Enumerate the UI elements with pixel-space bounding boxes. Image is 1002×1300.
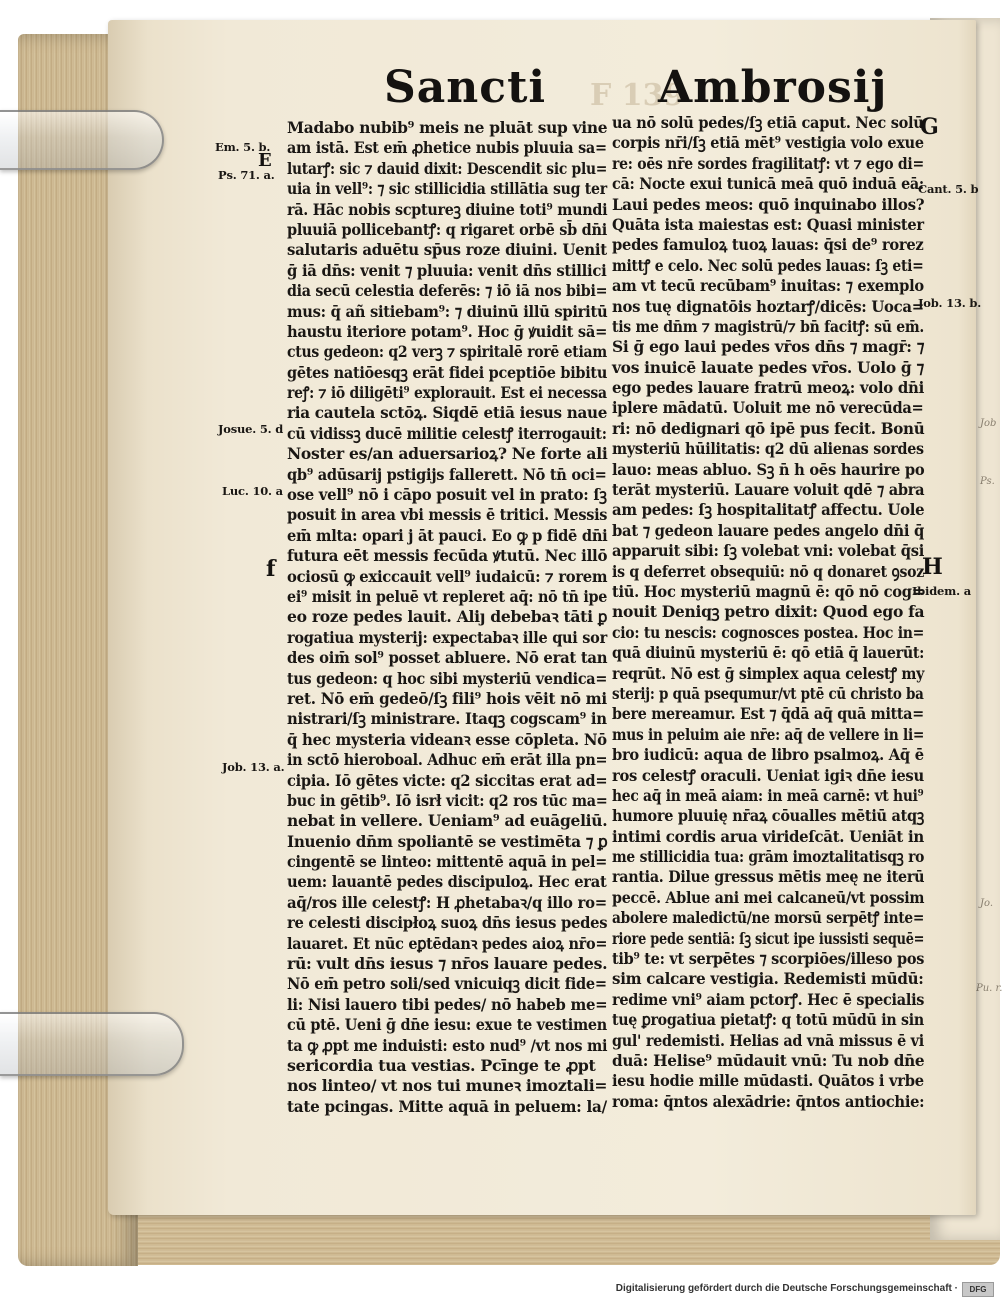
text-line: cio: tu nescis: cognosces postea. Hoc in= <box>612 622 925 642</box>
facing-page-mark: Ps. <box>980 476 995 487</box>
text-line: ua nō solū pedes/ſꝫ etiā caput. Nec solū <box>612 113 924 132</box>
text-line: ria cautela sctōꝝ. Siqdē etiā iesus naue <box>287 403 608 423</box>
text-line: duā: Helise⁹ mūdauit vnū: Tu nob dn̄e <box>612 1050 925 1070</box>
text-line: rā. Hāc nobis scptureꝫ diuine toti⁹ mundi <box>287 199 608 219</box>
text-line: reqrūt. Nō est ḡ simplex aqua celestꝭ my <box>612 663 925 683</box>
text-line: quā diuinū mysteriū ē: qō etiā q̄ lauerūt: <box>612 643 925 663</box>
running-header-right: Ambrosij <box>658 62 888 113</box>
text-line: ose vell⁹ nō i cāpo posuit vel in prato: ſꝫ <box>287 485 607 505</box>
text-line: futura eēt messis fecūda ꝟtutū. Nec illō <box>287 546 608 566</box>
text-line: cū vidissꝫ ducē militie celestꝭ iterrogauit: <box>287 423 607 443</box>
text-line: terāt mysteriū. Lauare voluit qdē ⁊ abra <box>612 480 925 500</box>
facing-page-mark: Jo. <box>980 898 994 909</box>
text-line: corpis nr̄i/ſꝫ etiā mēt⁹ vestigia volo exue <box>612 133 924 153</box>
funding-notice: Digitalisierung gefördert durch die Deutsche Forschungsgemeinschaft · <box>615 1283 958 1294</box>
text-line: em̄ mlta: opari j āt pauci. Eo ꝙ p fidē dn̄i <box>287 525 608 545</box>
text-line: redime vni⁹ aiam pctorꝭ. Hec ē specialis <box>612 989 925 1009</box>
text-line: vos inuicē lauate pedes vr̄os. Uolo ḡ ⁊ <box>612 357 924 377</box>
text-line: cū ptē. Ueni ḡ dn̄e iesu: exue te vestimen <box>287 1015 607 1035</box>
text-line: bere mereamur. Est ⁊ q̄dā aq̄ quā mitta= <box>612 704 924 724</box>
text-line: Si ḡ ego laui pedes vr̄os dn̄s ⁊ magr̄: ⁊ <box>612 337 925 357</box>
text-line: cingentē se linteo: mittentē aquā in pel= <box>287 852 608 872</box>
text-line: apparuit sibi: ſꝫ volebat vni: volebat q̄si <box>612 541 924 561</box>
facing-page-mark: Pu. r. <box>976 983 1002 994</box>
text-line: me stillicidia tua: grām imoztalitatisqꝫ ro <box>612 847 925 867</box>
text-line: ḡ iā dn̄s: venit ⁊ pluuia: venit dn̄s stillici <box>287 260 607 280</box>
text-line: bat ⁊ gedeon lauare pedes angelo dn̄i q̄ <box>612 520 925 540</box>
text-line: mus: q̄ añ sitiebam⁹: ⁊ diuinū illū spiritū <box>287 301 608 321</box>
text-line: am istā. Est em̄ ꝓhetice nubis pluuia sa= <box>287 138 607 158</box>
text-line: haustu iteriore potam⁹. Hoc ḡ ꝟuidit sā= <box>287 321 608 341</box>
text-line: rū: vult dn̄s iesus ⁊ nr̄os lauare pedes. <box>287 954 608 974</box>
margin-note-right: Ibidem. a <box>912 584 971 598</box>
text-line: Madabo nubib⁹ meis ne pluāt sup vine <box>287 118 608 137</box>
text-line: ei⁹ misit in peluē vt repleret aq̄: nō tn̄ ipe <box>287 586 608 606</box>
text-line: am pedes: ſꝫ hospitalitatꝭ affectu. Uole <box>612 500 925 520</box>
margin-note-right: Job. 13. b. <box>918 296 982 310</box>
text-line: li: Nisi lauero tibi pedes/ nō habeb me= <box>287 994 608 1014</box>
glass-clamp-bottom <box>0 1012 184 1076</box>
text-line: tate pcingas. Mitte aquā in peluem: la/ <box>287 1096 607 1116</box>
text-line: gul' redemisti. Helias ad vnā missus ē vi <box>612 1030 924 1050</box>
faint-bleedthrough-header: F 139 <box>590 78 685 113</box>
text-line: roma: q̄ntos alexādrie: q̄ntos antiochie: <box>612 1091 925 1111</box>
text-line: nebat in vellere. Ueniam⁹ ad euāgeliū. <box>287 811 608 831</box>
text-line: iesu hodie mille mūdasti. Quātos i vrbe <box>612 1071 924 1091</box>
text-line: ociosū ꝙ exiccauit vell⁹ iudaicū: ⁊ rorem <box>287 566 608 586</box>
text-line: ta ꝙ ꝓpt me induisti: esto nud⁹ /vt nos mi <box>287 1035 608 1055</box>
text-line: tiū. Hoc mysteriū magnū ē: qō nō cog= <box>612 581 924 601</box>
text-line: nos linteo/ vt nos tui muneꝛ imoztali= <box>287 1076 608 1096</box>
text-line: salutaris aduētu sp̄us roze diuini. Uenit <box>287 240 607 260</box>
facing-page-mark: Job <box>980 418 997 429</box>
text-line: eo roze pedes lauit. Aliȷ debebaꝛ tāti ꝑ <box>287 607 608 627</box>
text-line: riore pede sentiā: ſꝫ sicut ipe iussisti sequē= <box>612 928 925 948</box>
margin-note-left: Josue. 5. d <box>218 422 284 436</box>
text-line: Inuenio dn̄m spoliantē se vestimēta ⁊ ꝑ <box>287 831 608 851</box>
text-line: des oim̄ sol⁹ posset abluere. Nō erat tan <box>287 648 608 668</box>
text-line: in sctō hieroboal. Adhuc em̄ erāt illa pn= <box>287 750 608 770</box>
text-line: rantia. Dilue gressus mētis meę ne iterū <box>612 867 925 887</box>
glass-clamp-top <box>0 110 164 170</box>
text-line: Nō em̄ petro soli/sed vnicuiqꝫ dicit fide= <box>287 974 607 994</box>
text-line: nouit Deniqꝫ petro dixit: Quod ego fa <box>612 602 925 622</box>
text-line: lauaret. Et nūc eꝑtēdanꝛ pedes aioꝝ nr̄o= <box>287 933 608 953</box>
text-line: aq̄/ros ille celestꝭ: H ꝓhetabaꝛ/q illo ro= <box>287 892 607 912</box>
text-line: uem: lauantē pedes discipuloꝝ. Hec erat <box>287 872 607 892</box>
text-line: lutarꝭ: sic ⁊ dauid dixit: Descendit sic plu= <box>287 158 608 178</box>
text-line: tis me dn̄m ⁊ magistrū/⁊ bn̄ facitꝭ: sū em̄. <box>612 316 925 336</box>
text-column-right <box>612 113 924 1112</box>
section-letter: H <box>922 554 943 580</box>
text-line: nistrari/ſꝫ ministrare. Itaqꝫ cogscam⁹ in <box>287 709 607 729</box>
text-line: posuit in area vbi messis ē tritici. Messis <box>287 505 608 525</box>
text-line: intimi cordis arua virideſcāt. Ueniāt in <box>612 826 924 846</box>
text-line: ego pedes lauare fratrū meoꝝ: volo dn̄i <box>612 378 924 398</box>
text-line: pedes famuloꝝ tuoꝝ lauas: q̄si de⁹ rorez <box>612 235 924 255</box>
text-line: cā: Nocte exui tunicā meā quō induā eā: <box>612 174 924 194</box>
text-line: q̄ hec mysteria videanꝛ esse cōpleta. Nō <box>287 729 607 749</box>
text-line: is q deferret obsequiū: nō q donaret ꝯsoz <box>612 561 925 581</box>
margin-note-left: Luc. 10. a <box>222 484 283 498</box>
text-line: mittꝭ e celo. Nec solū pedes lauas: ſꝫ eti= <box>612 255 924 275</box>
text-line: cipia. Iō gētes victe: q2 siccitas erat ad= <box>287 770 608 790</box>
text-line: ros celestꝭ oraculi. Ueniat igiꝛ dn̄e iesu <box>612 765 924 785</box>
text-line: re celesti discipłoꝝ suoꝝ dn̄s iesus pedes <box>287 913 608 933</box>
text-line: tuę ꝑrogatiua pietatꝭ: q totū mūdū in sin <box>612 1010 924 1030</box>
text-line: ret. Nō em̄ gedeō/ſꝫ fili⁹ hois vēit nō mi <box>287 688 607 708</box>
text-line: tib⁹ te: vt serpētes ⁊ scorpiōes/illeso pos <box>612 949 925 969</box>
text-line: gētes natiōesqꝫ erāt fidei pceptiōe bibitu <box>287 362 608 382</box>
text-line: Noster es/an aduersarioꝝ? Ne forte ali <box>287 444 608 464</box>
text-line: peccē. Ablue ani mei calcaneū/vt possim <box>612 887 925 907</box>
text-line: sterij: p quā psequmur/vt ptē cū christo ba <box>612 683 924 703</box>
margin-note-left: Ps. 71. a. <box>218 168 275 182</box>
margin-note-left: Job. 13. a. <box>222 760 285 774</box>
margin-note-left: Em. 5. b. <box>215 140 271 154</box>
text-line: dia secū celestia deferēs: ⁊ iō iā nos bibi= <box>287 281 608 301</box>
text-line: hec aq̄ in meā aiam: in meā carnē: vt hui⁹ <box>612 785 924 805</box>
text-line: bro iudicū: aqua de libro psalmoꝝ. Aq̄ ē <box>612 745 924 765</box>
text-line: mus in peluim aie nr̄e: aq̄ de vellere in li= <box>612 724 925 744</box>
text-line: abolere maledictū/ne morsū serpētꝭ inte= <box>612 908 925 928</box>
text-line: lauo: meas abluo. Sꝫ n̄ h oēs haurire po <box>612 459 925 479</box>
text-line: ri: nō dedignari qō ipē pus fecit. Bonū <box>612 418 925 438</box>
text-line: rogatiua mysterij: expectabaꝛ ille qui sor <box>287 627 607 647</box>
footer-bar <box>0 1280 1000 1300</box>
text-column-left <box>287 118 607 1117</box>
section-letter: f <box>266 556 276 582</box>
text-line: iplere mādatū. Uoluit me nō verecūda= <box>612 398 924 418</box>
text-line: pluuiā pollicebantꝭ: q rigaret orbē sb̄ dn̄i <box>287 219 607 239</box>
text-line: ctus gedeon: q2 verꝫ ⁊ spiritalē rorē etiam <box>287 342 607 362</box>
text-line: reꝭ: ⁊ iō diligēti⁹ explorauit. Est ei necessa <box>287 383 607 403</box>
section-letter: E <box>258 150 272 171</box>
text-line: buc in gētib⁹. Iō isrł vicit: q2 ros tūc ma= <box>287 790 608 810</box>
text-line: uia in vell⁹: ⁊ sic stillicidia stillātia sug ter <box>287 179 607 199</box>
section-letter: G <box>920 114 939 140</box>
margin-note-right: Cant. 5. b <box>918 182 979 196</box>
text-line: re: oēs nr̄e sordes fragilitatꝭ: vt ⁊ ego di= <box>612 153 924 173</box>
text-line: mysteriū hūilitatis: q2 dū alienas sordes <box>612 439 924 459</box>
text-line: sericordia tua vestias. Pcīnge te ꝓpt <box>287 1055 596 1075</box>
text-line: Laui pedes meos: quō inquinabo illos? <box>612 194 925 214</box>
running-header-left: Sancti <box>384 62 547 113</box>
text-line: nos tuę dignatōis hoztarꝭ/dicēs: Uoca= <box>612 296 924 316</box>
text-line: Quāta ista maiestas est: Quasi minister <box>612 214 924 234</box>
text-line: tus gedeon: q hoc sibi mysteriū vendica= <box>287 668 608 688</box>
dfg-logo: DFG <box>962 1282 994 1297</box>
text-line: am vt tecū recūbam⁹ inuitas: ⁊ exemplo <box>612 276 924 296</box>
text-line: humore pluuię nr̄aꝝ cōualles mētiū atqꝫ <box>612 806 924 826</box>
text-line: sim calcare vestigia. Redemisti mūdū: <box>612 969 924 989</box>
text-line: qb⁹ adūsarij pstigijs fallerett. Nō tn̄ oci= <box>287 464 607 484</box>
